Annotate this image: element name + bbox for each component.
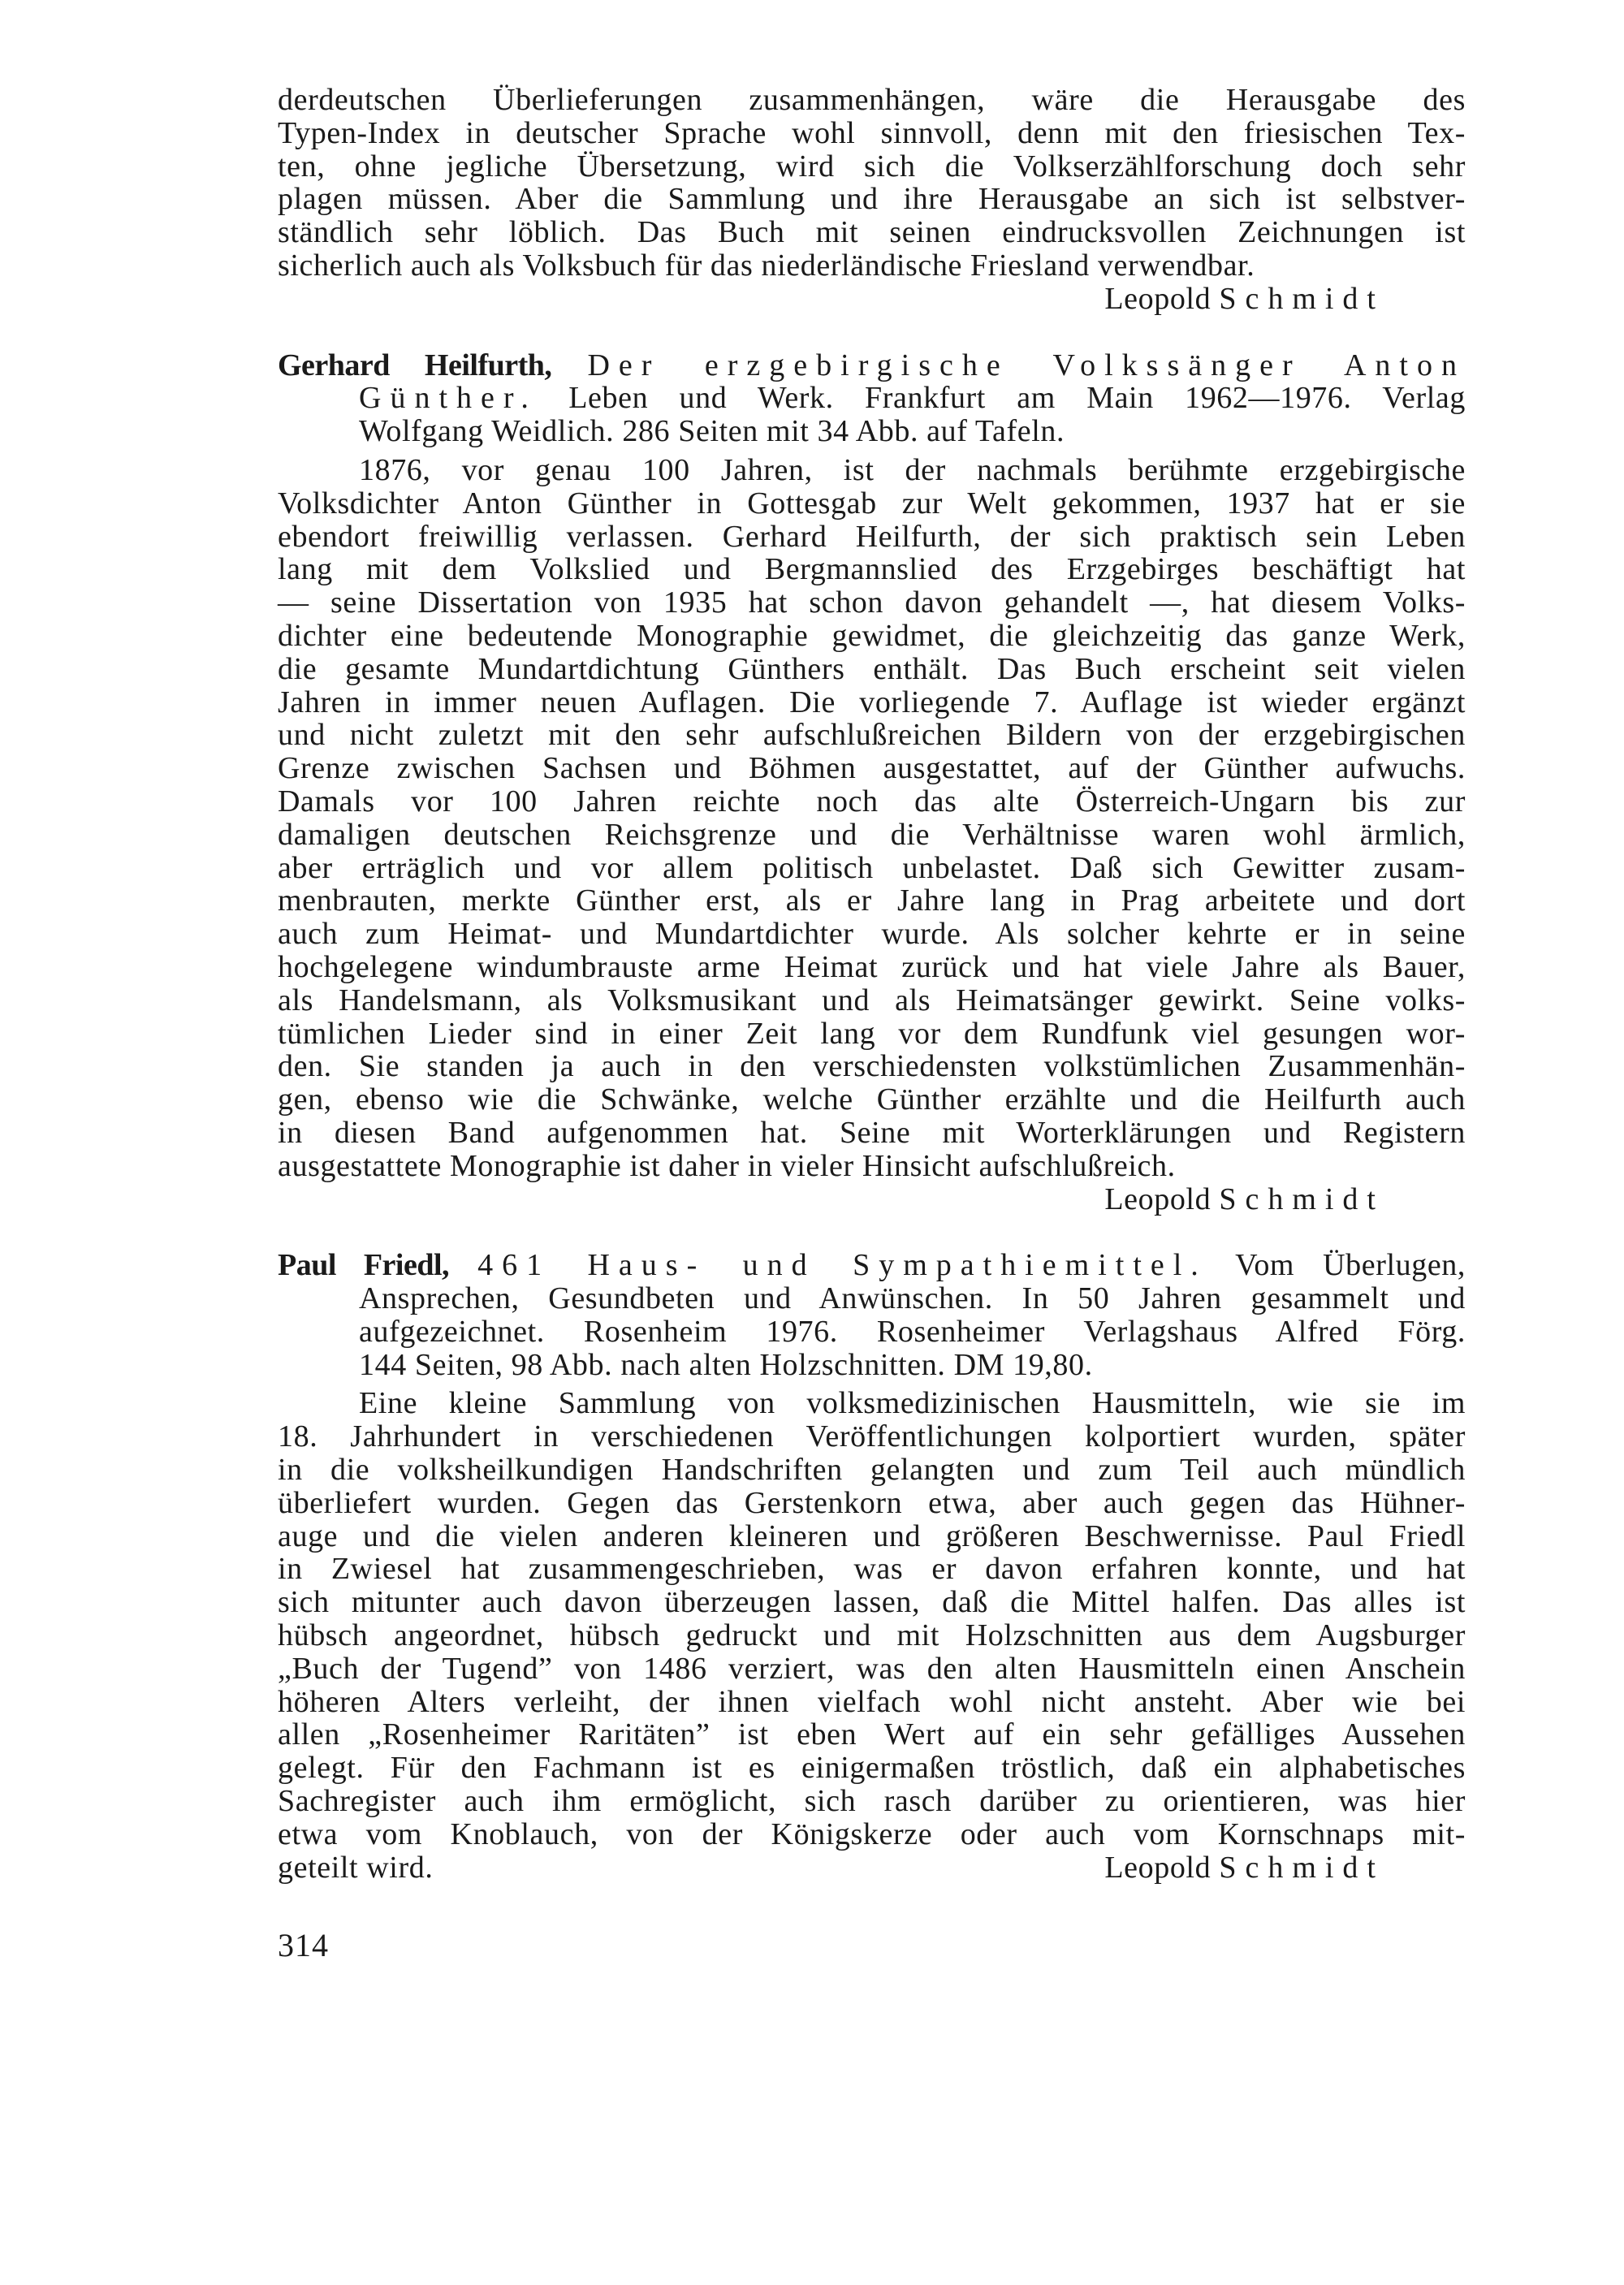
body-line: geteilt wird. Leopold Schmidt [278, 1850, 1384, 1885]
body-line: in Zwiesel hat zusammengeschrieben, was er davon erfahren konnte, und hat [278, 1552, 1466, 1587]
text-block [278, 84, 1466, 316]
signature-first-name: Leopold [1104, 281, 1212, 316]
signature-last-name: Schmidt [1219, 1850, 1384, 1885]
body-line: plagen müssen. Aber die Sammlung und ihre Herausgabe an sich ist selbstver- [278, 182, 1466, 217]
signature-first-name: Leopold [1104, 1181, 1212, 1216]
signature [1104, 1851, 1384, 1885]
citation-line: Ansprechen, Gesundbeten und Anwünschen. In 50 Jahren gesammelt und [359, 1281, 1466, 1316]
body-line: derdeutschen Überlieferungen zusammenhängen, wäre die Herausgabe des [278, 83, 1466, 117]
citation-line: Wolfgang Weidlich. 286 Seiten mit 34 Abb. auf Tafeln. [359, 414, 1065, 449]
book-title: Günther. [359, 381, 538, 416]
citation-line: 144 Seiten, 98 Abb. nach alten Holzschnitten. DM 19,80. [359, 1347, 1093, 1382]
body-line: die gesamte Mundartdichtung Günthers enthält. Das Buch erscheint seit vielen [278, 651, 1466, 686]
body-line: „Buch der Tugend” von 1486 verziert, was den alten Hausmitteln einen Anschein [278, 1651, 1466, 1686]
body-line: Sachregister auch ihm ermöglicht, sich rasch darüber zu orientieren, was hier [278, 1784, 1466, 1819]
author-name: Gerhard Heilfurth, [278, 348, 552, 382]
signature [278, 283, 1466, 316]
signature-first-name: Leopold [1104, 1850, 1212, 1885]
body-line: dichter eine bedeutende Monographie gewidmet, die gleichzeitig das ganze Werk, [278, 618, 1466, 653]
body-line: ten, ohne jegliche Übersetzung, wird sich die Volkserzählforschung doch sehr [278, 149, 1466, 184]
body-line: in diesen Band aufgenommen hat. Seine mit Worterklärungen und Registern [278, 1115, 1466, 1150]
body-line: ebendort freiwillig verlassen. Gerhard Heilfurth, der sich praktisch sein Leben [278, 519, 1466, 554]
body-line: höheren Alters verleiht, der ihnen vielfach wohl nicht ansteht. Aber wie bei [278, 1684, 1466, 1719]
body-line: Volksdichter Anton Günther in Gottesgab zur Welt gekommen, 1937 hat er sie [278, 486, 1466, 520]
review-body [278, 84, 1466, 316]
review-body [278, 454, 1466, 1216]
body-line: Grenze zwischen Sachsen und Böhmen ausgestattet, auf der Günther aufwuchs. [278, 751, 1466, 786]
body-line: als Handelsmann, als Volksmusikant und als Heimatsänger gewirkt. Seine volks- [278, 983, 1466, 1017]
signature-last-name: Schmidt [1219, 1181, 1384, 1216]
body-line: sich mitunter auch davon überzeugen lassen, daß die Mittel halfen. Das alles ist [278, 1585, 1466, 1620]
body-line: 18. Jahrhundert in verschiedenen Veröffentlichungen kolportiert wurden, später [278, 1419, 1466, 1454]
review-entry [278, 349, 1466, 1216]
body-line: hochgelegene windumbrauste arme Heimat zurück und hat viele Jahre als Bauer, [278, 949, 1466, 984]
body-line: allen „Rosenheimer Raritäten” ist eben Wert auf ein sehr gefälliges Aussehen [278, 1717, 1466, 1752]
body-line: gelegt. Für den Fachmann ist es einigermaßen tröstlich, daß ein alphabetisches [278, 1751, 1466, 1786]
body-line: aber erträglich und vor allem politisch unbelastet. Daß sich Gewitter zusam- [278, 850, 1466, 885]
body-line: 1876, vor genau 100 Jahren, ist der nachmals berühmte erzgebirgische [359, 452, 1466, 487]
body-line: Eine kleine Sammlung von volksmedizinischen Hausmitteln, wie sie im [359, 1386, 1466, 1421]
citation-text: Vom Überlugen, [1235, 1248, 1466, 1283]
body-line: den. Sie standen ja auch in den verschiedensten volkstümlichen Zusammenhän- [278, 1049, 1466, 1084]
body-line: in die volksheilkundigen Handschriften gelangten und zum Teil auch mündlich [278, 1453, 1466, 1488]
review-entry [278, 1249, 1466, 1884]
body-line: hübsch angeordnet, hübsch gedruckt und mit Holzschnitten aus dem Augsburger [278, 1618, 1466, 1653]
body-line: Damals vor 100 Jahren reichte noch das alte Österreich-Ungarn bis zur [278, 784, 1466, 819]
body-line: gen, ebenso wie die Schwänke, welche Günther erzählte und die Heilfurth auch [278, 1082, 1466, 1117]
citation-text: Leben und Werk. Frankfurt am Main 1962—1976. Verlag [568, 381, 1466, 416]
body-line: damaligen deutschen Reichsgrenze und die Verhältnisse waren wohl ärmlich, [278, 817, 1466, 852]
body-line: überliefert wurden. Gegen das Gerstenkorn etwa, aber auch gegen das Hühner- [278, 1485, 1466, 1520]
page-number: 314 [278, 1927, 329, 1963]
citation-line [278, 349, 1466, 382]
body-line: sicherlich auch als Volksbuch für das niederländische Friesland verwendbar. [278, 248, 1255, 283]
body-line: Jahren in immer neuen Auflagen. Die vorliegende 7. Auflage ist wieder ergänzt [278, 685, 1466, 719]
body-line: ausgestattete Monographie ist daher in vieler Hinsicht aufschlußreich. [278, 1148, 1176, 1183]
signature [278, 1183, 1466, 1216]
body-line: auge und die vielen anderen kleineren und größeren Beschwernisse. Paul Friedl [278, 1518, 1466, 1553]
review-body [278, 1387, 1466, 1884]
body-line: etwa vom Knoblauch, von der Königskerze oder auch vom Kornschnaps mit- [278, 1816, 1466, 1851]
body-line: tümlichen Lieder sind in einer Zeit lang vor dem Rundfunk viel gesungen wor- [278, 1016, 1466, 1051]
citation-line [278, 382, 1466, 415]
author-name: Paul Friedl, [278, 1248, 450, 1283]
signature-last-name: Schmidt [1219, 281, 1384, 316]
citation-line: aufgezeichnet. Rosenheim 1976. Rosenheimer Verlagshaus Alfred Förg. [359, 1314, 1466, 1349]
body-line: Typen-Index in deutscher Sprache wohl sinnvoll, denn mit den friesischen Tex- [278, 115, 1466, 150]
body-line: menbrauten, merkte Günther erst, als er Jahre lang in Prag arbeitete und dort [278, 883, 1466, 918]
document-page [278, 84, 1466, 1884]
body-line: lang mit dem Volkslied und Bergmannslied des Erzgebirges beschäftigt hat [278, 552, 1466, 587]
body-line: und nicht zuletzt mit den sehr aufschlußreichen Bildern von der erzgebirgischen [278, 718, 1466, 753]
body-line: auch zum Heimat- und Mundartdichter wurde. Als solcher kehrte er in seine [278, 917, 1466, 952]
body-line: ständlich sehr löblich. Das Buch mit seinen eindrucksvollen Zeichnungen ist [278, 215, 1466, 250]
book-title: Der erzgebirgische Volkssänger Anton [587, 348, 1466, 382]
citation-line [278, 1249, 1466, 1282]
book-title: 461 Haus- und Sympathiemittel. [477, 1248, 1207, 1283]
body-line: — seine Dissertation von 1935 hat schon davon gehandelt —, hat diesem Volks- [278, 585, 1466, 620]
